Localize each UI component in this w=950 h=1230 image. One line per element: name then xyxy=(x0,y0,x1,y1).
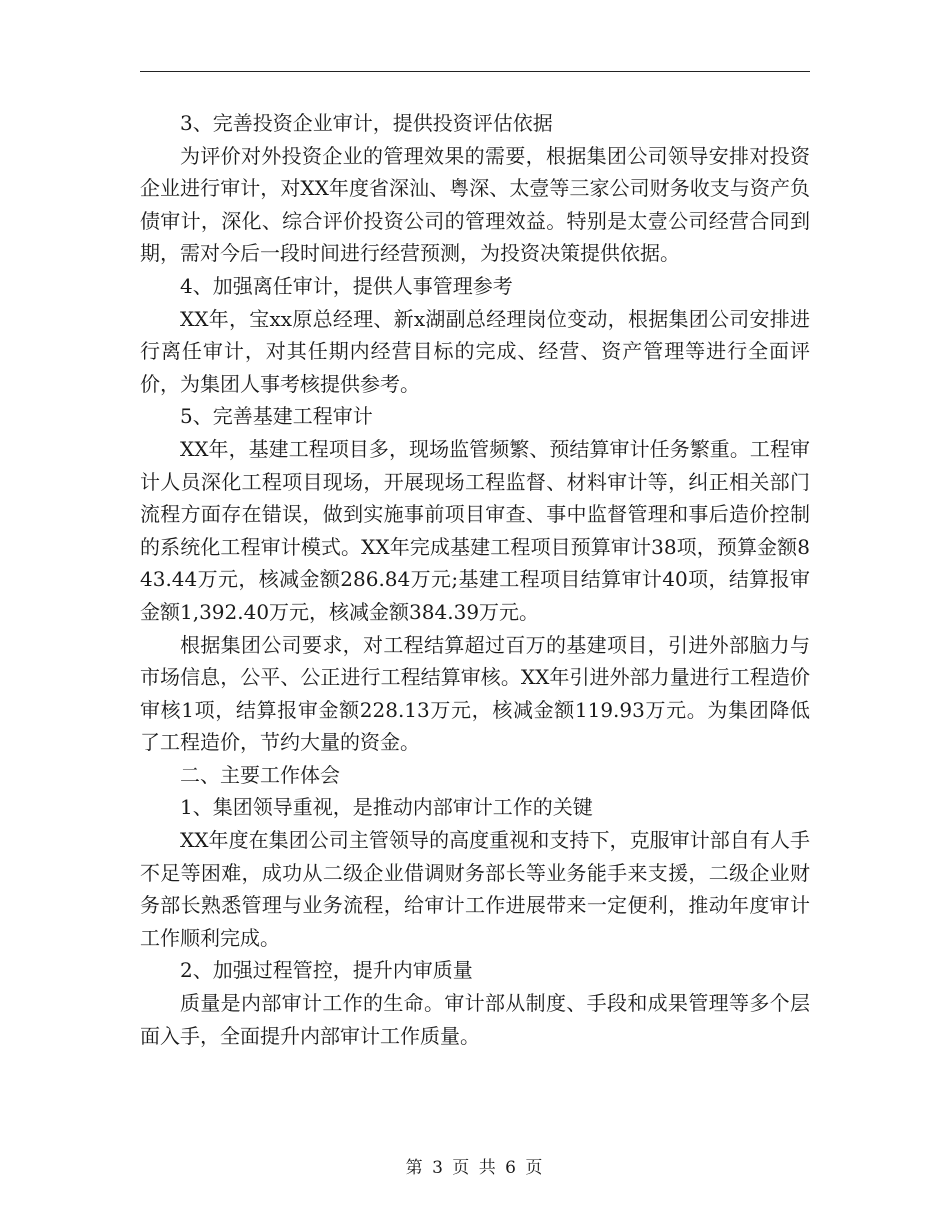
section-heading-construction-audit: 5、完善基建工程审计 xyxy=(180,404,373,429)
section-heading-process-control: 2、加强过程管控，提升内审质量 xyxy=(180,958,473,983)
paragraph-construction-audit: XX年，基建工程项目多，现场监管频繁、预结算审计任务繁重。工程审计人员深化工程项目现场，开展现场工程监督、材料审计等，纠正相关部门流程方面存在错误，做到实施事前项目审查、事中监督管理和事后造价控制的系统化工程审计模式。XX年完成基建工程项目预算审计38项，预算金额843.44万元，核减金额286.84万元;基建工程项目结算审计40项，结算报审金额1,392.40万元，核减金额384.39万元。 xyxy=(140,436,810,624)
paragraph-external-review: 根据集团公司要求，对工程结算超过百万的基建项目，引进外部脑力与市场信息，公平、公正进行工程结算审核。XX年引进外部力量进行工程造价审核1项，结算报审金额228.13万元，核减金额119.93万元。为集团降低了工程造价，节约大量的资金。 xyxy=(140,632,810,755)
paragraph-departure-audit: XX年，宝xx原总经理、新x湖副总经理岗位变动，根据集团公司安排进行离任审计，对其任期内经营目标的完成、经营、资产管理等进行全面评价，为集团人事考核提供参考。 xyxy=(140,306,810,396)
document-body xyxy=(140,107,810,1052)
section-heading-departure-audit: 4、加强离任审计，提供人事管理参考 xyxy=(180,273,513,298)
paragraph-investment-audit: 为评价对外投资企业的管理效果的需要，根据集团公司领导安排对投资企业进行审计，对XX年度省深汕、粤深、太壹等三家公司财务收支与资产负债审计，深化、综合评价投资公司的管理效益。特别是太壹公司经营合同到期，需对今后一段时间进行经营预测，为投资决策提供依据。 xyxy=(140,143,810,266)
section-heading-audit-investment: 3、完善投资企业审计，提供投资评估依据 xyxy=(180,111,553,135)
section-heading-main-experience: 二、主要工作体会 xyxy=(180,762,340,787)
header-rule xyxy=(140,71,810,72)
paragraph-quality: 质量是内部审计工作的生命。审计部从制度、手段和成果管理等多个层面入手，全面提升内部审计工作质量。 xyxy=(140,991,810,1048)
section-heading-leadership: 1、集团领导重视，是推动内部审计工作的关键 xyxy=(180,795,593,820)
paragraph-leadership: XX年度在集团公司主管领导的高度重视和支持下，克服审计部自有人手不足等困难，成功从二级企业借调财务部长等业务能手来支援，二级企业财务部长熟悉管理与业务流程，给审计工作进展带来一定便利，推动年度审计工作顺利完成。 xyxy=(140,828,810,950)
page-number-footer: 第 3 页 共 6 页 xyxy=(405,1158,545,1178)
